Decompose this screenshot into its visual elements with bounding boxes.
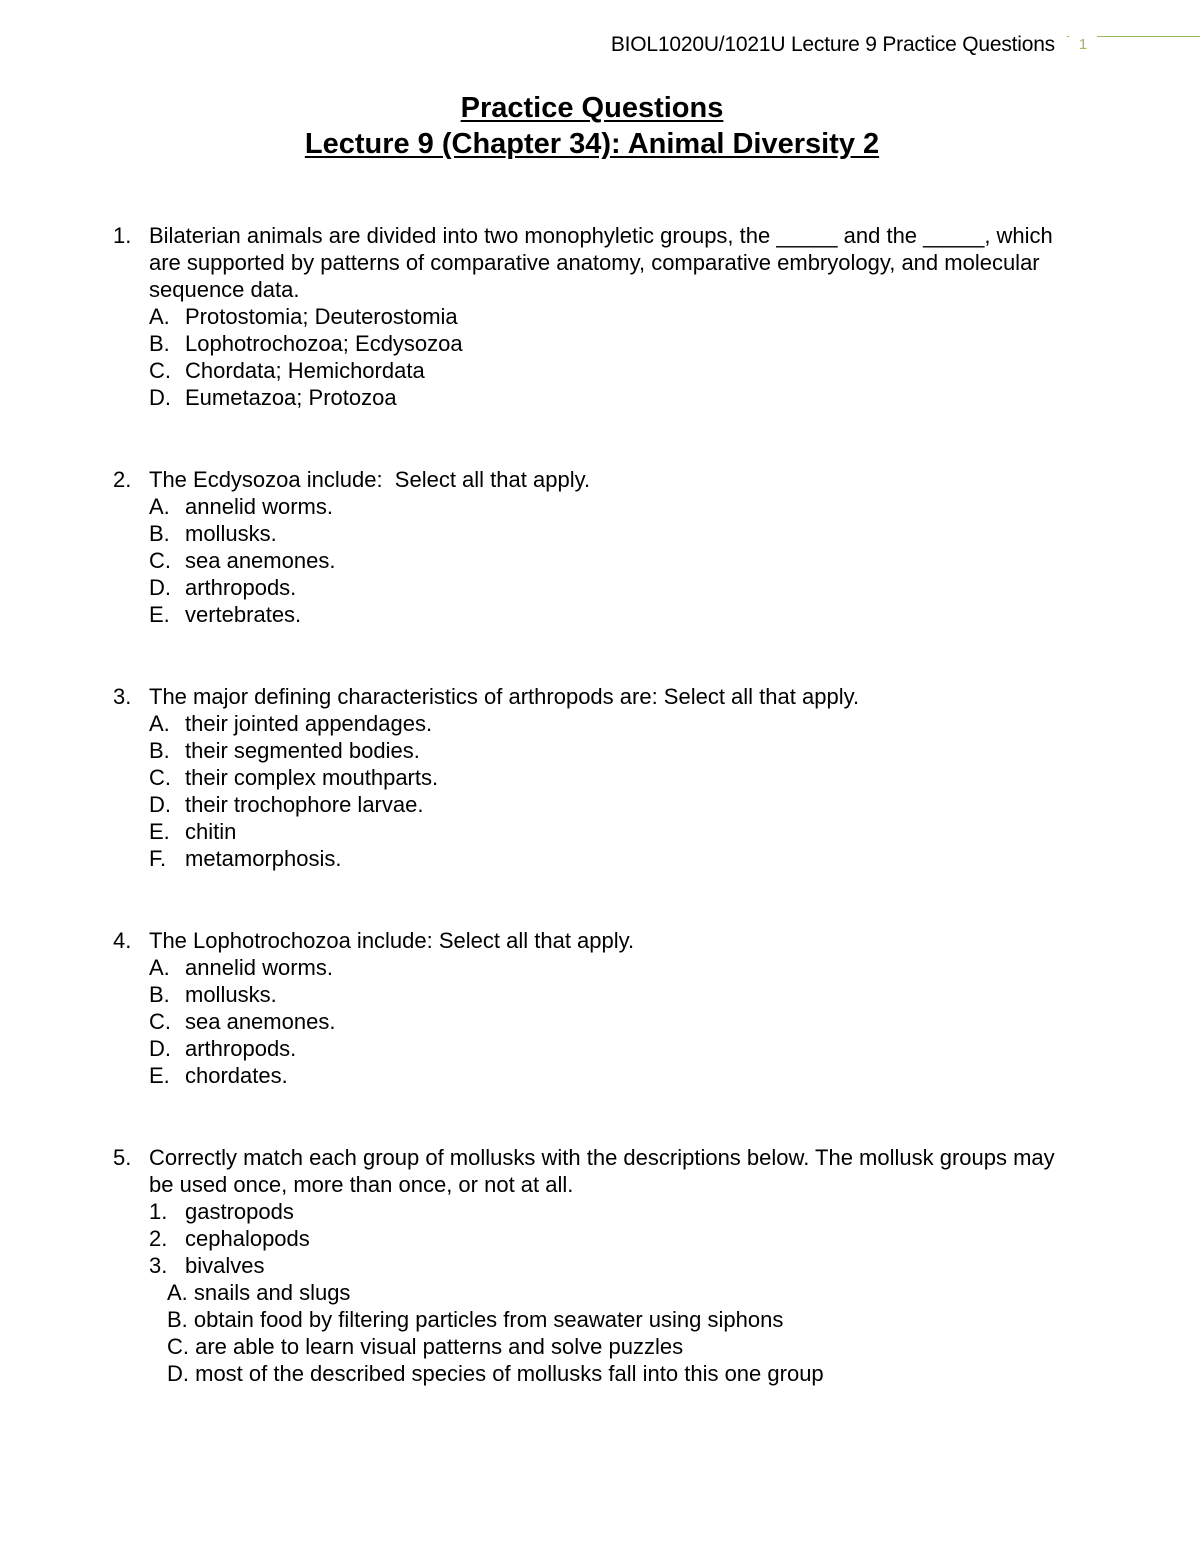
option-item — [149, 1062, 1200, 1089]
question-4 — [0, 927, 1200, 1089]
option-text: chordates. — [185, 1063, 288, 1088]
option-item — [149, 601, 1200, 628]
option-text: cephalopods — [185, 1226, 310, 1251]
option-item — [149, 303, 1200, 330]
option-letter: D. — [149, 1036, 171, 1061]
question-number: 3. — [113, 684, 132, 709]
description-list — [167, 1279, 1200, 1387]
option-text: gastropods — [185, 1199, 294, 1224]
option-letter: B. — [149, 982, 170, 1007]
option-text: sea anemones. — [185, 1009, 336, 1034]
title-line-2: Lecture 9 (Chapter 34): Animal Diversity 2 — [304, 128, 880, 160]
question-text: The Lophotrochozoa include: Select all that apply. — [149, 928, 635, 953]
option-letter: E. — [149, 819, 170, 844]
option-letter: D. — [149, 792, 171, 817]
option-item — [149, 981, 1200, 1008]
question-3 — [0, 683, 1200, 872]
question-number: 4. — [113, 928, 132, 953]
option-text: their trochophore larvae. — [185, 792, 424, 817]
option-text: mollusks. — [185, 982, 277, 1007]
option-text: annelid worms. — [185, 955, 333, 980]
title-line-1: Practice Questions — [460, 92, 724, 124]
option-text: sea anemones. — [185, 548, 336, 573]
question-number: 1. — [113, 223, 132, 248]
option-letter: D. — [149, 575, 171, 600]
option-letter: D. — [149, 385, 171, 410]
option-item — [149, 1252, 1200, 1279]
option-text: mollusks. — [185, 521, 277, 546]
option-text: their complex mouthparts. — [185, 765, 439, 790]
question-text: Bilaterian animals are divided into two monophyletic groups, the _____ and the _____, which are supported by patterns of comparative anatomy, comparative embryology, and molecular sequence data. — [149, 223, 1053, 302]
option-list — [149, 954, 1200, 1089]
option-letter: F. — [149, 846, 167, 871]
question-list — [0, 222, 1200, 1387]
option-item — [149, 520, 1200, 547]
option-item — [149, 764, 1200, 791]
option-list — [149, 1198, 1200, 1279]
option-letter: B. — [149, 331, 170, 356]
option-item — [149, 1225, 1200, 1252]
option-item — [149, 954, 1200, 981]
option-text: metamorphosis. — [185, 846, 342, 871]
option-item — [149, 845, 1200, 872]
option-item — [149, 493, 1200, 520]
option-item — [149, 384, 1200, 411]
option-letter: 3. — [149, 1253, 168, 1278]
question-1 — [0, 222, 1200, 411]
option-text: their segmented bodies. — [185, 738, 420, 763]
option-text: Eumetazoa; Protozoa — [185, 385, 397, 410]
option-text: chitin — [185, 819, 237, 844]
running-header-title: BIOL1020U/1021U Lecture 9 Practice Questions — [610, 33, 1055, 56]
option-item — [149, 1035, 1200, 1062]
option-letter: B. — [149, 521, 170, 546]
option-letter: C. — [149, 765, 171, 790]
option-item — [149, 710, 1200, 737]
question-number: 5. — [113, 1145, 132, 1170]
question-text: The Ecdysozoa include: Select all that apply. — [149, 467, 591, 492]
option-text: Lophotrochozoa; Ecdysozoa — [185, 331, 463, 356]
option-item — [149, 818, 1200, 845]
option-letter: A. — [149, 955, 170, 980]
document-title — [0, 90, 1184, 162]
option-text: annelid worms. — [185, 494, 333, 519]
option-letter: E. — [149, 602, 170, 627]
option-letter: B. — [149, 738, 170, 763]
page-number: 1 — [1069, 35, 1097, 55]
question-text: The major defining characteristics of arthropods are: Select all that apply. — [149, 684, 860, 709]
option-text: vertebrates. — [185, 602, 302, 627]
page-header — [0, 32, 1200, 58]
option-letter: C. — [149, 1009, 171, 1034]
option-item — [149, 1008, 1200, 1035]
question-2 — [0, 466, 1200, 628]
option-letter: A. — [149, 711, 170, 736]
option-text: bivalves — [185, 1253, 265, 1278]
option-item — [149, 1198, 1200, 1225]
question-number: 2. — [113, 467, 132, 492]
option-letter: 2. — [149, 1226, 168, 1251]
description-item: A. snails and slugs — [167, 1280, 351, 1305]
description-item: B. obtain food by filtering particles from seawater using siphons — [167, 1307, 784, 1332]
option-list — [149, 493, 1200, 628]
option-item — [149, 791, 1200, 818]
option-item — [149, 330, 1200, 357]
question-5 — [0, 1144, 1200, 1387]
option-text: their jointed appendages. — [185, 711, 433, 736]
option-text: arthropods. — [185, 1036, 297, 1061]
option-letter: A. — [149, 304, 170, 329]
description-item: D. most of the described species of mollusks fall into this one group — [167, 1361, 824, 1386]
description-item: C. are able to learn visual patterns and solve puzzles — [167, 1334, 684, 1359]
option-list — [149, 710, 1200, 872]
option-letter: 1. — [149, 1199, 168, 1224]
option-text: Protostomia; Deuterostomia — [185, 304, 458, 329]
option-item — [149, 574, 1200, 601]
option-letter: C. — [149, 358, 171, 383]
option-item — [149, 547, 1200, 574]
option-letter: E. — [149, 1063, 170, 1088]
question-text: Correctly match each group of mollusks with the descriptions below. The mollusk groups may be used once, more than once, or not at all. — [149, 1145, 1055, 1197]
option-letter: C. — [149, 548, 171, 573]
option-letter: A. — [149, 494, 170, 519]
option-text: Chordata; Hemichordata — [185, 358, 425, 383]
option-item — [149, 737, 1200, 764]
option-text: arthropods. — [185, 575, 297, 600]
option-list — [149, 303, 1200, 411]
option-item — [149, 357, 1200, 384]
